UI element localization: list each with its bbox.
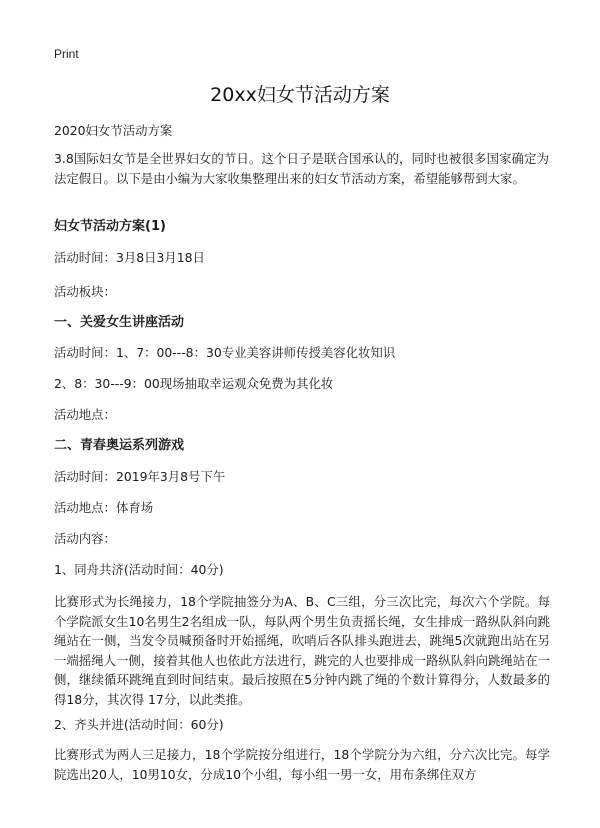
print-link[interactable]: Print	[54, 47, 79, 61]
body-paragraph: 活动内容：	[54, 531, 116, 546]
body-paragraph: 2、8：30---9：00现场抽取幸运观众免费为其化妆	[54, 376, 334, 391]
document-title: 20xx妇女节活动方案	[210, 84, 390, 106]
body-paragraph: 比赛形式为长绳接力，18个学院抽签分为A、B、C三组，分三次比完，每次六个学院。每个学院派女生10名男生2名组成一队，每队两个男生负责摇长绳，女生排成一路纵队斜向跳绳站在一侧，当发令员喊预备时开始摇绳，吹哨后各队排头跑进去，跳绳5次就跑出站在另一端摇绳人一侧，接着其他人也依此方法进行，跳完的人也要排成一路纵队斜向跳绳站在一侧，继续循环跳绳直到时间结束。最后按照在5分钟内跳了绳的个数计算得分，人数最多的得18分，其次得 17分，以此类推。	[54, 594, 550, 707]
body-paragraph: 活动板块：	[54, 284, 116, 299]
body-paragraph: 比赛形式为两人三足接力，18个学院按分组进行，18个学院分为六组，分六次比完。每学院选出20人，10男10女，分成10个小组，每小组一男一女，用布条绑住双方	[54, 747, 550, 782]
body-paragraph: 活动时间：1、7：00---8：30专业美容讲师传授美容化妆知识	[54, 345, 396, 360]
intro-paragraph: 3.8国际妇女节是全世界妇女的节日。这个日子是联合国承认的，同时也被很多国家确定为法定假日。以下是由小编为大家收集整理出来的妇女节活动方案，希望能够帮到大家。	[54, 151, 549, 186]
section-heading: 妇女节活动方案(1)	[54, 219, 166, 234]
subtitle-paragraph: 2020妇女节活动方案	[54, 123, 173, 138]
body-paragraph: 活动地点：体育场	[54, 500, 154, 515]
section-heading: 一、关爱女生讲座活动	[54, 315, 185, 330]
body-paragraph: 活动时间：2019年3月8号下午	[54, 469, 226, 484]
body-paragraph: 活动时间：3月8日3月18日	[54, 250, 205, 265]
section-heading: 二、青春奥运系列游戏	[54, 438, 185, 453]
body-paragraph: 活动地点：	[54, 407, 116, 422]
body-paragraph: 2、齐头并进(活动时间：60分)	[54, 717, 224, 732]
body-paragraph: 1、同舟共济(活动时间：40分)	[54, 562, 224, 577]
